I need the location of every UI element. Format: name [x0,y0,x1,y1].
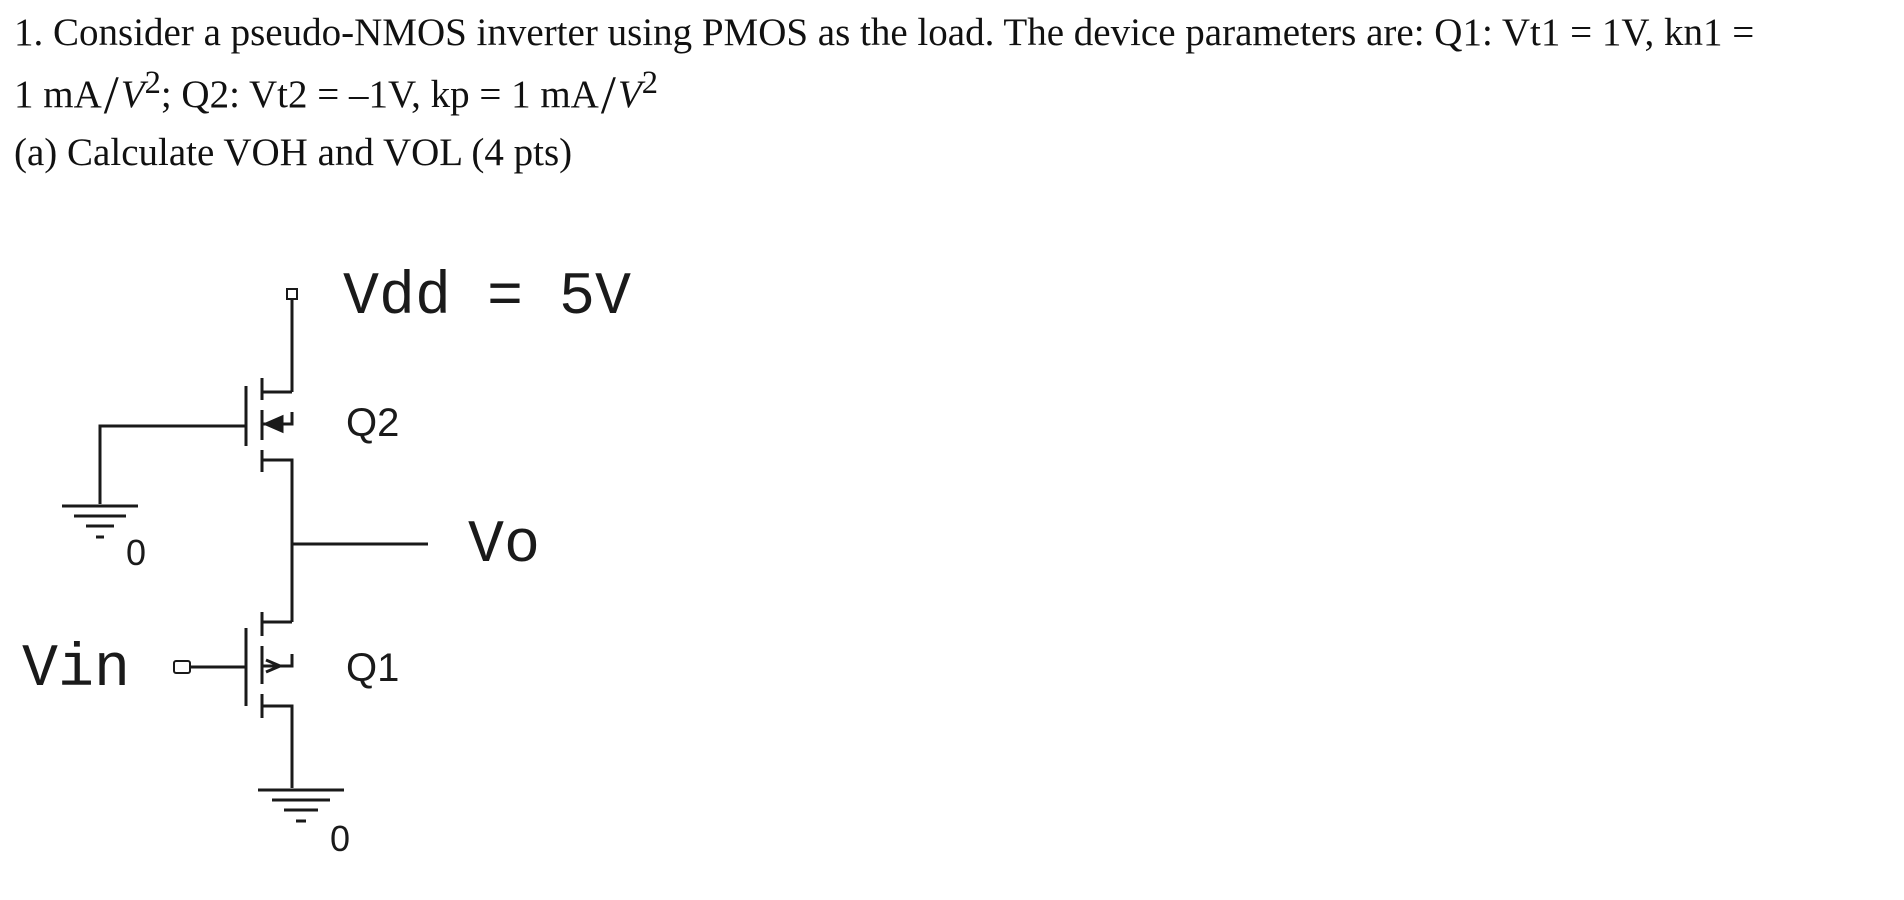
q1-label: Q1 [346,646,400,690]
q2-params: ; Q2: Vt2 = –1V, kp = 1 mA [160,73,599,116]
bottom-ground-label: 0 [330,818,351,859]
kn1-unit-v: V [120,73,145,116]
q2-drain-wire [262,460,292,532]
kn1-value: 1 mA [14,73,102,116]
kn1-slash: / [103,65,119,125]
kp-unit-v: V [617,73,642,116]
q1-nmos-transistor [246,612,292,788]
vdd-terminal [287,289,297,299]
kp-slash: / [600,65,616,125]
q2-pmos-transistor [246,378,292,532]
q2-arrow-icon [266,417,282,431]
q2-label: Q2 [346,401,400,445]
q2-gate-wire [100,426,246,504]
kn1-unit-exponent: 2 [144,65,161,101]
kp-unit-exponent: 2 [641,65,658,101]
vin-terminal [174,661,190,673]
vdd-label: Vdd = 5V [343,264,632,332]
question-a: (a) Calculate VOH and VOL (4 pts) [14,131,573,174]
vo-label: Vo [468,512,541,580]
left-ground-label: 0 [126,532,147,573]
vin-label: Vin [22,636,131,704]
q1-source-wire [262,706,292,788]
problem-statement-line1: 1. Consider a pseudo-NMOS inverter using PMOS as the load. The device parameters are: Q1: Vt1 = 1V, kn1 = [14,11,1755,54]
bottom-ground-icon [258,790,344,821]
